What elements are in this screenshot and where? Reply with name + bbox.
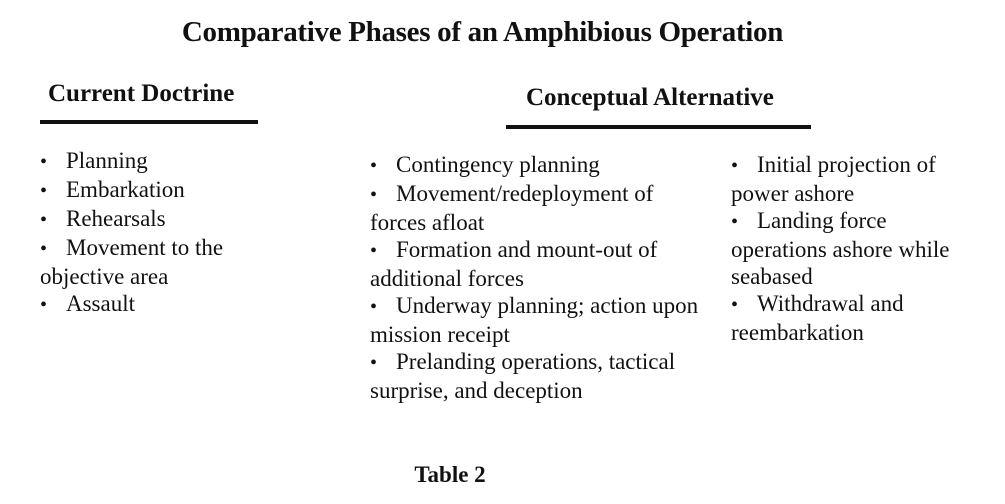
list-item-text: Movement/redeployment of forces afloat (370, 181, 654, 235)
bullet-icon: • (40, 209, 48, 231)
list-item (40, 234, 272, 290)
page-title: Comparative Phases of an Amphibious Operation (181, 16, 784, 48)
list-item (731, 151, 961, 207)
bullet-icon: • (370, 352, 378, 374)
list-item-text: Landing force operations ashore while seabased (731, 208, 950, 289)
list-item-text: Withdrawal and reembarkation (731, 291, 904, 345)
list-item-text: Assault (66, 291, 135, 316)
list-item (370, 151, 710, 180)
list-item (731, 290, 961, 346)
conceptual-alternative-right-list (731, 151, 961, 346)
list-item (40, 147, 272, 176)
bullet-icon: • (731, 294, 739, 316)
current-doctrine-list (40, 147, 272, 319)
table-caption: Table 2 (414, 462, 486, 487)
list-item (40, 176, 272, 205)
bullet-icon: • (731, 155, 739, 177)
list-item (370, 292, 710, 348)
list-item (40, 205, 272, 234)
bullet-icon: • (40, 238, 48, 260)
bullet-icon: • (370, 184, 378, 206)
list-item (40, 290, 272, 319)
list-item (370, 236, 710, 292)
list-item-text: Rehearsals (66, 206, 166, 231)
list-item-text: Formation and mount-out of additional forces (370, 237, 658, 291)
conceptual-alternative-left-list (370, 151, 710, 404)
list-item-text: Initial projection of power ashore (731, 152, 936, 206)
bullet-icon: • (370, 155, 378, 177)
bullet-icon: • (731, 211, 739, 233)
bullet-icon: • (370, 296, 378, 318)
current-doctrine-underline (40, 120, 258, 124)
list-item-text: Underway planning; action upon mission receipt (370, 293, 699, 347)
list-item-text: Movement to the objective area (40, 235, 224, 289)
list-item-text: Planning (66, 148, 148, 173)
list-item (731, 207, 961, 290)
current-doctrine-heading: Current Doctrine (48, 80, 235, 107)
bullet-icon: • (40, 294, 48, 316)
conceptual-alternative-heading: Conceptual Alternative (526, 84, 774, 111)
list-item (370, 180, 710, 236)
list-item (370, 348, 710, 404)
bullet-icon: • (40, 180, 48, 202)
conceptual-alternative-underline (506, 125, 811, 129)
list-item-text: Contingency planning (396, 152, 600, 177)
list-item-text: Prelanding operations, tactical surprise, and deception (370, 349, 676, 403)
list-item-text: Embarkation (66, 177, 185, 202)
bullet-icon: • (370, 240, 378, 262)
bullet-icon: • (40, 151, 48, 173)
